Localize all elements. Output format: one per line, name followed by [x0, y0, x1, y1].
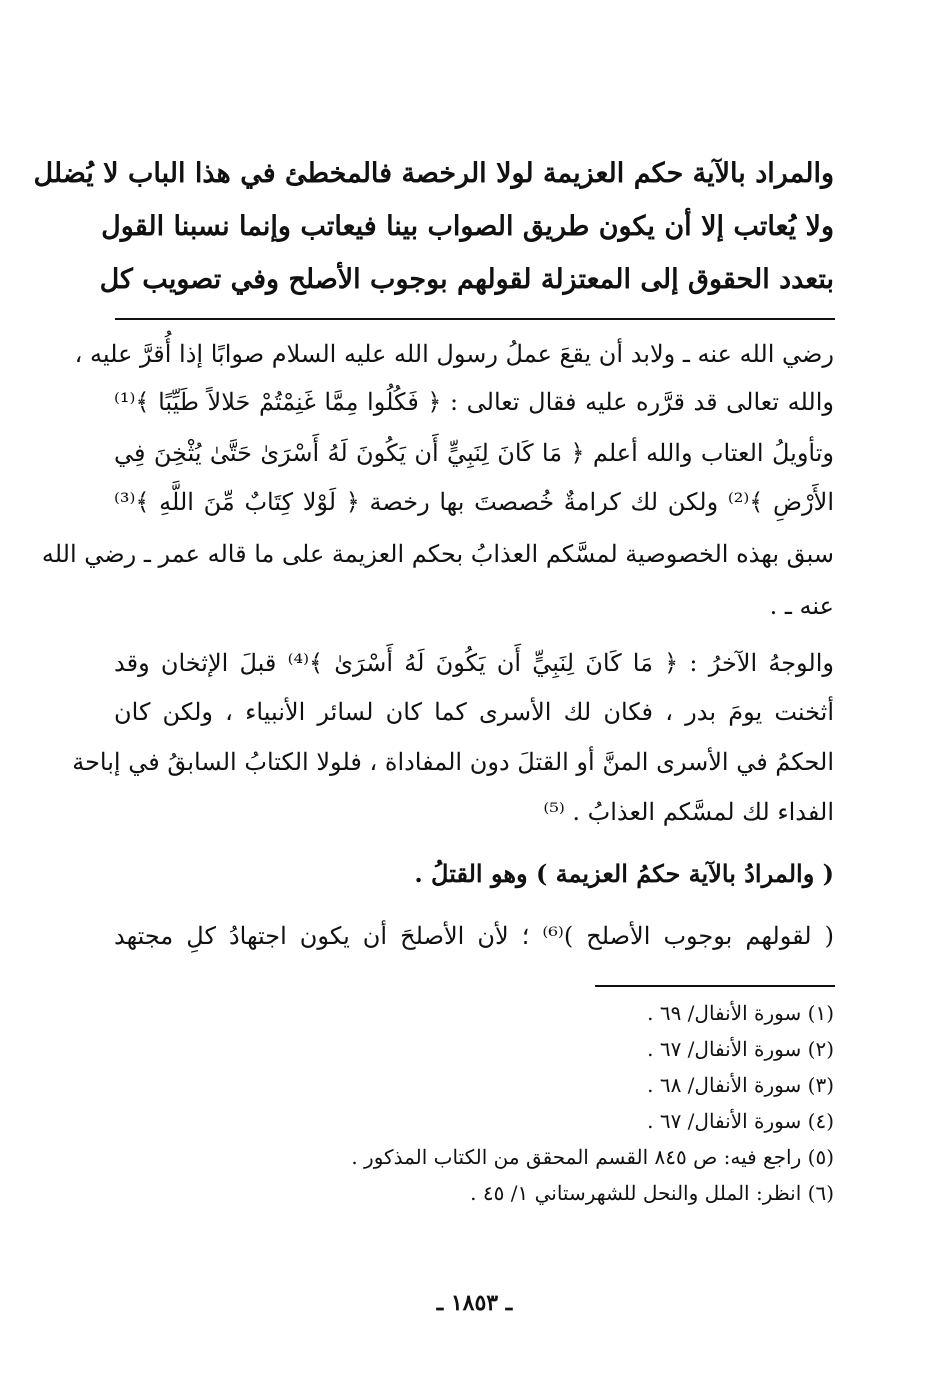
- sharh-line-7: والوجهُ الآخرُ : ﴿ مَا كَانَ لِنَبِيٍّ أَن يَكُونَ لَهُ أَسْرَىٰ ﴾⁽⁴⁾ قبلَ الإثخان وقد: [114, 649, 834, 677]
- footnote-6: (٦) انظر: الملل والنحل للشهرستاني ١/ ٤٥ .: [470, 1181, 834, 1205]
- footnote-1: (١) سورة الأنفال/ ٦٩ .: [647, 1001, 834, 1025]
- sharh-line-6: عنه ـ .: [769, 592, 834, 620]
- footnote-separator-rule: [595, 985, 835, 987]
- sharh-heading-2: ( لقولهم بوجوب الأصلح )⁽⁶⁾ ؛ لأن الأصلحَ أن يكون اجتهادُ كلِ مجتهد: [114, 922, 835, 950]
- sharh-line-9: الحكمُ في الأسرى المنَّ أو القتلَ دون المفاداة ، فلولا الكتابُ السابقُ في إباحة: [72, 748, 834, 776]
- sharh-line-1: رضي الله عنه ـ ولابد أن يقعَ عملُ رسول الله عليه السلام صوابًا إذا أُقرَّ عليه ،: [74, 340, 834, 368]
- matn-line-1: والمراد بالآية حكم العزيمة لولا الرخصة فالمخطئ في هذا الباب لا يُضلل: [33, 158, 834, 189]
- sharh-line-3: وتأويلُ العتاب والله أعلم ﴿ مَا كَانَ لِنَبِيٍّ أَن يَكُونَ لَهُ أَسْرَىٰ حَتَّىٰ يُثْخِنَ فِي: [114, 439, 834, 467]
- sharh-line-5: سبق بهذه الخصوصية لمسَّكم العذابُ بحكم العزيمة على ما قاله عمر ـ رضي الله: [41, 540, 834, 568]
- footnote-2: (٢) سورة الأنفال/ ٦٧ .: [647, 1037, 834, 1061]
- sharh-line-4: الأَرْضِ ﴾⁽²⁾ ولكن لك كرامةٌ خُصصتَ بها رخصة ﴿ لَوْلا كِتَابٌ مِّنَ اللَّهِ ﴾⁽³⁾: [114, 488, 835, 516]
- footnote-3: (٣) سورة الأنفال/ ٦٨ .: [647, 1073, 834, 1097]
- matn-separator-rule: [115, 318, 835, 320]
- sharh-line-10: الفداء لك لمسَّكم العذابُ . ⁽⁵⁾: [543, 798, 834, 826]
- sharh-heading-1: ( والمرادُ بالآية حكمُ العزيمة ) وهو القتلُ .: [414, 859, 834, 888]
- footnote-4: (٤) سورة الأنفال/ ٦٧ .: [647, 1109, 834, 1133]
- sharh-line-2: والله تعالى قد قرَّره عليه فقال تعالى : ﴿ فَكُلُوا مِمَّا غَنِمْتُمْ حَلالاً طَيِّبًا ﴾⁽¹⁾: [114, 388, 834, 416]
- page-number: ـ ١٨٥٣ ـ: [436, 1290, 513, 1316]
- matn-line-2: ولا يُعاتب إلا أن يكون طريق الصواب بينا فيعاتب وإنما نسبنا القول: [101, 211, 834, 242]
- sharh-line-8: أثخنت يومَ بدر ، فكان لك الأسرى كما كان لسائر الأنبياء ، ولكن كان: [114, 698, 834, 726]
- matn-line-3: بتعدد الحقوق إلى المعتزلة لقولهم بوجوب الأصلح وفي تصويب كل: [99, 264, 834, 295]
- footnote-5: (٥) راجع فيه: ص ٨٤٥ القسم المحقق من الكتاب المذكور .: [351, 1145, 834, 1169]
